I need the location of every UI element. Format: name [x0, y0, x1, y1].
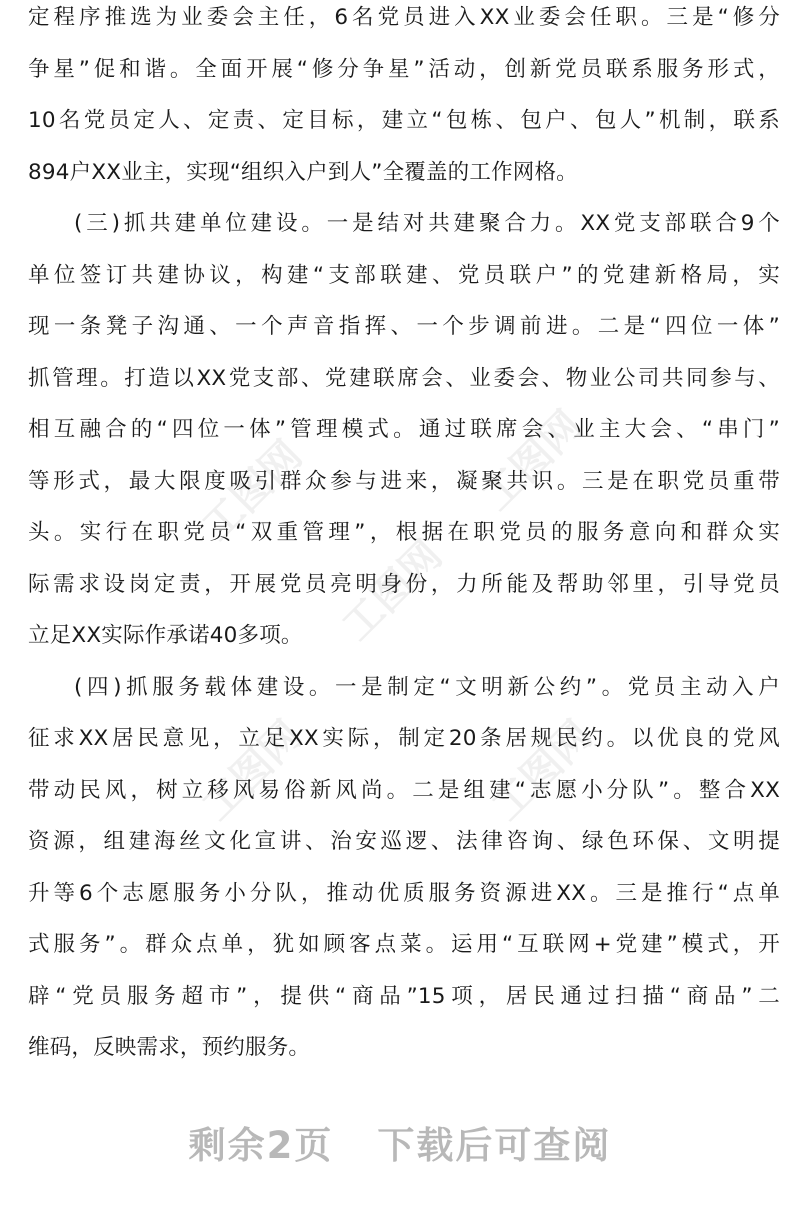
text-line: 辟“党员服务超市”，提供“商品”15项，居民通过扫描“商品”二: [28, 983, 780, 1009]
watermark-text: 工图网: [333, 532, 452, 650]
text-line: 单位签订共建协议，构建“支部联建、党员联户”的党建新格局，实: [28, 262, 780, 288]
text-line: 升等6个志愿服务小分队，推动优质服务资源进XX。三是推行“点单: [28, 880, 780, 906]
section-heading-line: (四)抓服务载体建设。一是制定“文明新公约”。党员主动入户: [74, 674, 780, 700]
watermark-text: 工图网: [483, 712, 602, 830]
text-line: 立足XX实际作承诺40多项。: [28, 623, 303, 648]
text-line: 带动民风，树立移风易俗新风尚。二是组建“志愿小分队”。整合XX: [28, 777, 780, 803]
watermark-text: 工图网: [473, 402, 592, 520]
remaining-pages-banner[interactable]: [0, 1115, 800, 1169]
text-line: 定程序推选为业委会主任，6名党员进入XX业委会任职。三是“修分: [28, 5, 780, 30]
download-hint-text: 下载后可查阅: [377, 1124, 612, 1167]
text-line: 征求XX居民意见，立足XX实际，制定20条居规民约。以优良的党风: [28, 726, 780, 751]
text-line: 现一条凳子沟通、一个声音指挥、一个步调前进。二是“四位一体”: [28, 314, 780, 339]
text-line: 际需求设岗定责，开展党员亮明身份，力所能及帮助邻里，引导党员: [28, 571, 780, 597]
text-line: 894户XX业主，实现“组织入户到人”全覆盖的工作网格。: [28, 159, 578, 185]
text-line: 等形式，最大限度吸引群众参与进来，凝聚共识。三是在职党员重带: [28, 468, 780, 494]
text-line: 维码，反映需求，预约服务。: [28, 1035, 311, 1060]
text-line: 10名党员定人、定责、定目标，建立“包栋、包户、包人”机制，联系: [28, 108, 780, 133]
text-line: 资源，组建海丝文化宣讲、治安巡逻、法律咨询、绿色环保、文明提: [28, 829, 780, 854]
document-body: [28, 0, 780, 1074]
text-line: 相互融合的“四位一体”管理模式。通过联席会、业主大会、“串门”: [28, 417, 780, 442]
text-line: 式服务”。群众点单，犹如顾客点菜。运用“互联网+党建”模式，开: [28, 932, 780, 957]
section-heading-line: (三)抓共建单位建设。一是结对共建聚合力。XX党支部联合9个: [74, 211, 780, 236]
remaining-pages-text: 剩余2页: [188, 1124, 334, 1167]
watermark-text: 工图网: [193, 712, 312, 830]
watermark-text: 工图网: [193, 432, 312, 550]
text-line: 争星”促和谐。全面开展“修分争星”活动，创新党员联系服务形式，: [28, 56, 780, 82]
text-line: 头。实行在职党员“双重管理”，根据在职党员的服务意向和群众实: [28, 520, 780, 545]
text-line: 抓管理。打造以XX党支部、党建联席会、业委会、物业公司共同参与、: [28, 365, 780, 391]
